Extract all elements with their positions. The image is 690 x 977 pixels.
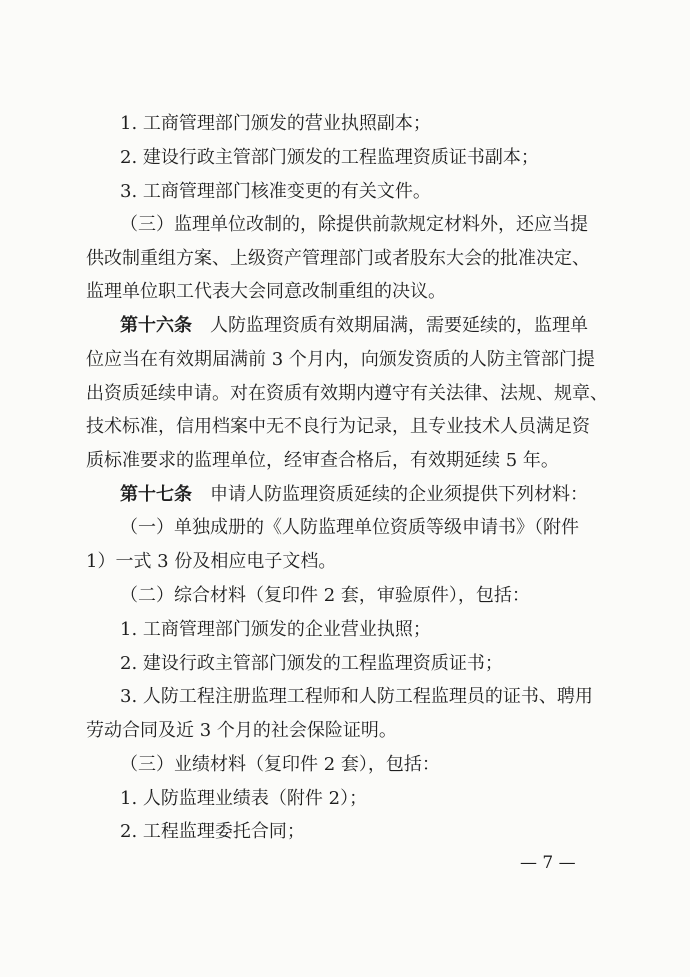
article-line xyxy=(0,484,690,506)
text-line: 2. 建设行政主管部门颁发的工程监理资质证书副本； xyxy=(120,147,539,168)
text-line: 3. 工商管理部门核准变更的有关文件。 xyxy=(120,181,431,202)
text-line: 技术标准，信用档案中无不良行为记录，且专业技术人员满足资 xyxy=(86,416,590,437)
text-line: 供改制重组方案、上级资产管理部门或者股东大会的批准决定、 xyxy=(86,248,590,269)
text-line: 出资质延续申请。对在资质有效期内遵守有关法律、法规、规章、 xyxy=(86,383,608,404)
text-line: 1）一式 3 份及相应电子文档。 xyxy=(86,551,337,572)
text-line: （一）单独成册的《人防监理单位资质等级申请书》（附件 xyxy=(120,517,579,538)
article-line xyxy=(0,315,690,337)
text-line: 1. 人防监理业绩表（附件 2）； xyxy=(120,788,368,809)
article-text: 申请人防监理资质延续的企业须提供下列材料： xyxy=(210,484,588,505)
text-line: （三）业绩材料（复印件 2 套），包括： xyxy=(120,754,440,775)
text-line: （三）监理单位改制的，除提供前款规定材料外，还应当提 xyxy=(120,214,588,235)
text-line: 3. 人防工程注册监理工程师和人防工程监理员的证书、聘用 xyxy=(120,686,593,707)
text-line: （二）综合材料（复印件 2 套，审验原件），包括： xyxy=(120,585,530,606)
text-line: 2. 工程监理委托合同； xyxy=(120,821,305,842)
article-heading: 第十七条 xyxy=(120,484,192,505)
article-text: 人防监理资质有效期届满，需要延续的，监理单 xyxy=(210,315,588,336)
text-line: 1. 工商管理部门颁发的企业营业执照； xyxy=(120,619,431,640)
text-line: 劳动合同及近 3 个月的社会保险证明。 xyxy=(86,720,397,741)
page-number: — 7 — xyxy=(520,853,576,873)
text-line: 监理单位职工代表大会同意改制重组的决议。 xyxy=(86,281,446,302)
article-heading: 第十六条 xyxy=(120,315,192,336)
text-line: 1. 工商管理部门颁发的营业执照副本； xyxy=(120,113,431,134)
text-line: 2. 建设行政主管部门颁发的工程监理资质证书； xyxy=(120,653,503,674)
text-line: 位应当在有效期届满前 3 个月内，向颁发资质的人防主管部门提 xyxy=(86,349,595,370)
text-line: 质标准要求的监理单位，经审查合格后，有效期延续 5 年。 xyxy=(86,450,559,471)
